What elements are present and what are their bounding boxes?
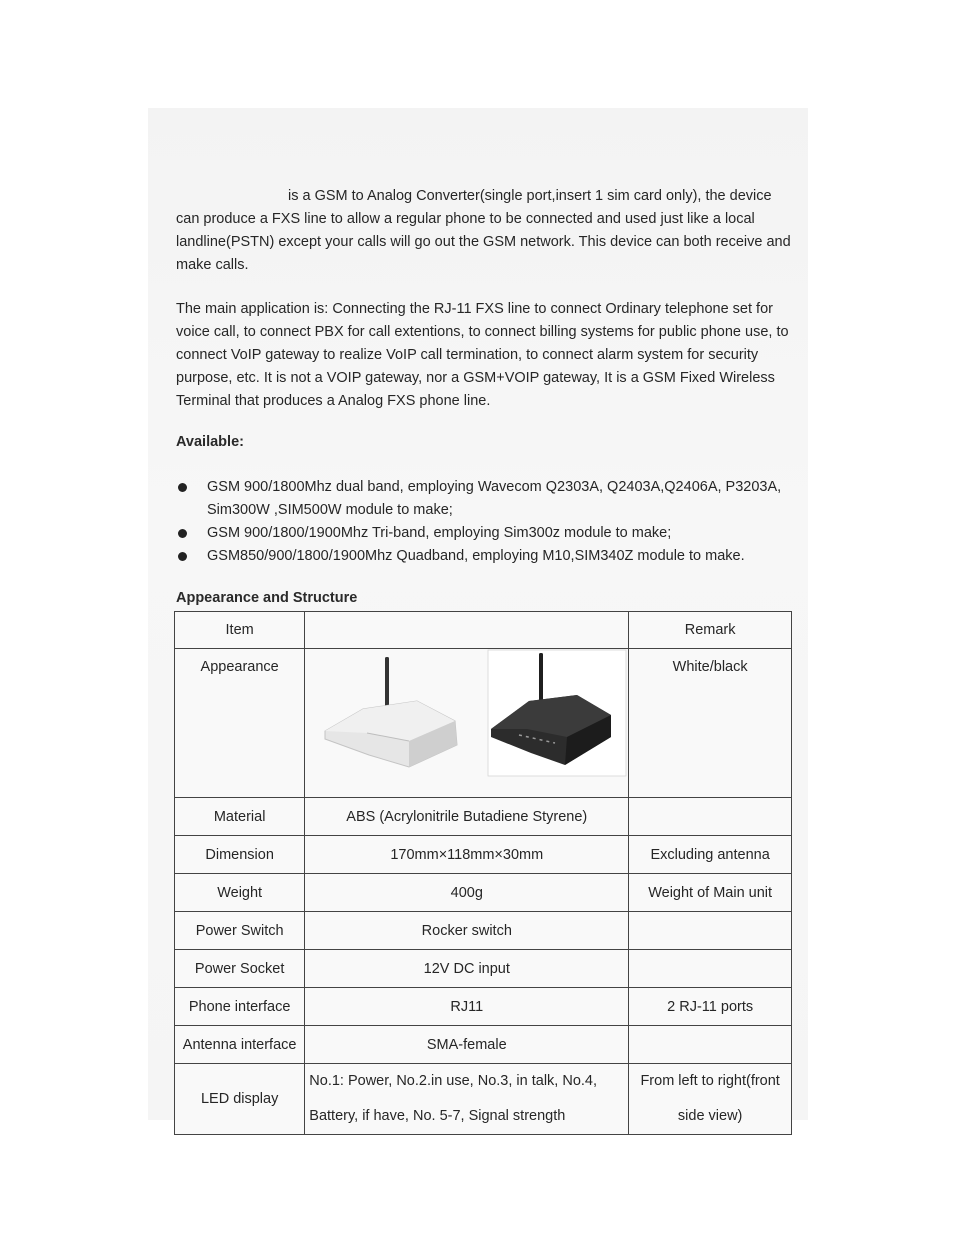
- cell-item: Material: [175, 798, 305, 836]
- table-row: [175, 836, 792, 874]
- cell-value: ABS (Acrylonitrile Butadiene Styrene): [305, 798, 629, 836]
- application-line: purpose, etc. It is not a VOIP gateway, nor a GSM+VOIP gateway, It is a GSM Fixed Wireless: [176, 370, 775, 386]
- bullet-icon: [178, 552, 187, 561]
- cell-remark: [629, 912, 792, 950]
- cell-remark: 2 RJ-11 ports: [629, 988, 792, 1026]
- cell-value: 400g: [305, 874, 629, 912]
- table-row: [175, 912, 792, 950]
- led-value-line: Battery, if have, No. 5-7, Signal strength: [309, 1108, 566, 1124]
- bullet-icon: [178, 529, 187, 538]
- device-photos: [305, 649, 628, 777]
- spec-table: [174, 611, 792, 1135]
- cell-remark: [629, 1064, 792, 1135]
- cell-item: Power Socket: [175, 950, 305, 988]
- cell-remark: [629, 950, 792, 988]
- table-row: [175, 1064, 792, 1135]
- cell-value: SMA-female: [305, 1026, 629, 1064]
- cell-value: 170mm×118mm×30mm: [305, 836, 629, 874]
- header-item: Item: [175, 612, 305, 649]
- header-remark: Remark: [629, 612, 792, 649]
- list-item-line: GSM 900/1800/1900Mhz Tri-band, employing Sim300z module to make;: [207, 525, 672, 541]
- cell-value: RJ11: [305, 988, 629, 1026]
- list-item: [176, 476, 801, 522]
- application-line: connect VoIP gateway to realize VoIP call termination, to connect alarm system for security: [176, 347, 759, 363]
- table-row: [175, 988, 792, 1026]
- intro-line: landline(PSTN) except your calls will go out the GSM network. This device can both receive and: [176, 234, 791, 250]
- intro-line: can produce a FXS line to allow a regular phone to be connected and used just like a local: [176, 211, 755, 227]
- intro-paragraph: [176, 185, 801, 277]
- cell-remark: White/black: [629, 649, 792, 798]
- cell-remark: Weight of Main unit: [629, 874, 792, 912]
- list-item-line: Sim300W ,SIM500W module to make;: [207, 502, 453, 518]
- available-list: [176, 476, 801, 568]
- application-paragraph: [176, 298, 801, 413]
- cell-item: LED display: [175, 1064, 305, 1135]
- white-device-image: [325, 657, 457, 767]
- table-row: [175, 649, 792, 798]
- application-line: Terminal that produces a Analog FXS phone line.: [176, 393, 491, 409]
- header-value: [305, 612, 629, 649]
- table-row: [175, 874, 792, 912]
- cell-item: Phone interface: [175, 988, 305, 1026]
- cell-remark: [629, 798, 792, 836]
- table-row: [175, 950, 792, 988]
- cell-photo: [305, 649, 629, 798]
- cell-item: Dimension: [175, 836, 305, 874]
- cell-item: Power Switch: [175, 912, 305, 950]
- cell-remark: [629, 1026, 792, 1064]
- led-value-line: No.1: Power, No.2.in use, No.3, in talk, No.4,: [309, 1073, 598, 1089]
- available-heading: Available:: [176, 434, 244, 450]
- cell-remark: Excluding antenna: [629, 836, 792, 874]
- bullet-icon: [178, 483, 187, 492]
- led-remark-line: From left to right(front: [640, 1073, 780, 1089]
- device-photo-image: [305, 649, 628, 777]
- cell-value: 12V DC input: [305, 950, 629, 988]
- application-line: The main application is: Connecting the RJ-11 FXS line to connect Ordinary telephone set for: [176, 301, 773, 317]
- list-item: [176, 522, 801, 545]
- intro-line: is a GSM to Analog Converter(single port,insert 1 sim card only), the device: [288, 188, 772, 204]
- list-item-line: GSM 900/1800Mhz dual band, employing Wavecom Q2303A, Q2403A,Q2406A, P3203A,: [207, 479, 782, 495]
- cell-value: [305, 1064, 629, 1135]
- list-item: [176, 545, 801, 568]
- table-row: [175, 798, 792, 836]
- table-header-row: [175, 612, 792, 649]
- application-line: voice call, to connect PBX for call extentions, to connect billing systems for public phone use, to: [176, 324, 789, 340]
- cell-item: Antenna interface: [175, 1026, 305, 1064]
- intro-line: make calls.: [176, 257, 249, 273]
- table-row: [175, 1026, 792, 1064]
- led-remark-line: side view): [677, 1108, 743, 1124]
- list-item-line: GSM850/900/1800/1900Mhz Quadband, employing M10,SIM340Z module to make.: [207, 548, 745, 564]
- appearance-heading: Appearance and Structure: [176, 590, 358, 606]
- cell-value: Rocker switch: [305, 912, 629, 950]
- cell-item: Appearance: [175, 649, 305, 798]
- cell-item: Weight: [175, 874, 305, 912]
